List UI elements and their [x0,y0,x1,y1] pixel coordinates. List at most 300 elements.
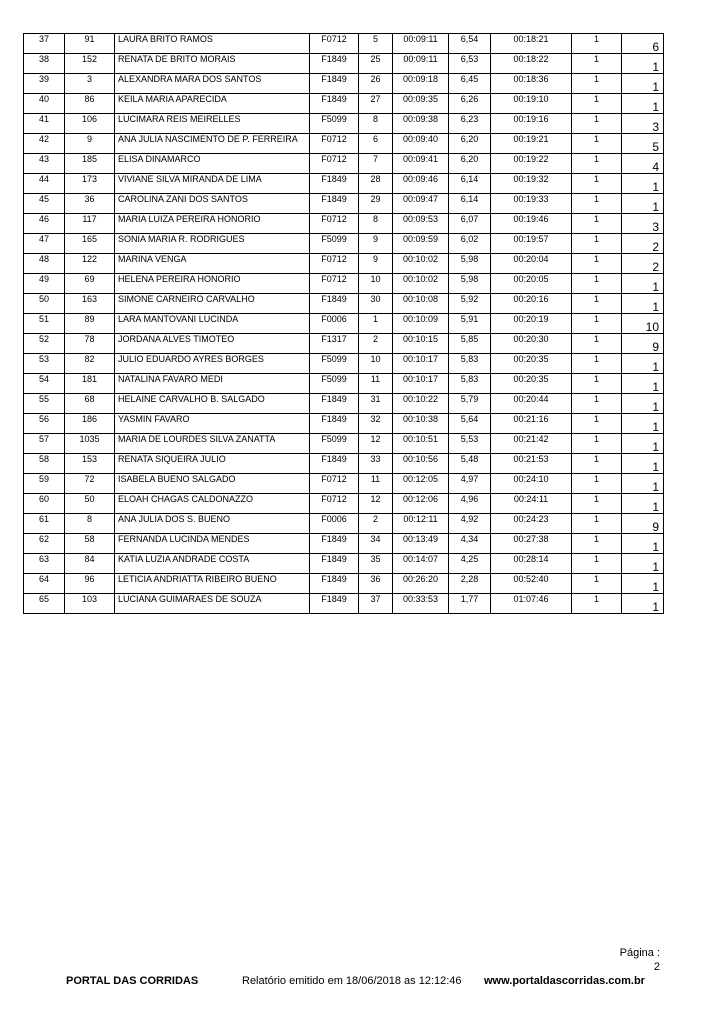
position-cell: 51 [24,314,65,334]
category-position-cell: 25 [359,54,393,74]
athlete-name-cell: HELAINE CARVALHO B. SALGADO [115,394,310,414]
footer-report-text: Relatório emitido em 18/06/2018 as 12:12:46 [242,975,462,987]
rank-cell: 1 [622,594,664,614]
laps-cell: 1 [572,294,622,314]
table-row [24,574,664,594]
pace-cell: 6,20 [449,134,491,154]
bib-cell: 173 [65,174,115,194]
bib-cell: 50 [65,494,115,514]
athlete-name-cell: RENATA SIQUEIRA JULIO [115,454,310,474]
total-time-cell: 00:21:53 [491,454,572,474]
table-row [24,194,664,214]
table-row [24,514,664,534]
athlete-name-cell: LAURA BRITO RAMOS [115,34,310,54]
category-position-cell: 8 [359,114,393,134]
split-time-cell: 00:26:20 [393,574,449,594]
position-cell: 55 [24,394,65,414]
table-row [24,74,664,94]
athlete-name-cell: ELOAH CHAGAS CALDONAZZO [115,494,310,514]
position-cell: 53 [24,354,65,374]
category-cell: F5099 [310,374,359,394]
category-position-cell: 11 [359,374,393,394]
athlete-name-cell: ISABELA BUENO SALGADO [115,474,310,494]
bib-cell: 69 [65,274,115,294]
bib-cell: 9 [65,134,115,154]
bib-cell: 96 [65,574,115,594]
total-time-cell: 00:18:36 [491,74,572,94]
total-time-cell: 00:21:16 [491,414,572,434]
pace-cell: 5,98 [449,274,491,294]
table-row [24,114,664,134]
rank-cell: 1 [622,434,664,454]
athlete-name-cell: FERNANDA LUCINDA MENDES [115,534,310,554]
category-cell: F0006 [310,314,359,334]
bib-cell: 72 [65,474,115,494]
bib-cell: 3 [65,74,115,94]
laps-cell: 1 [572,514,622,534]
pace-cell: 6,54 [449,34,491,54]
category-cell: F0712 [310,274,359,294]
category-position-cell: 10 [359,274,393,294]
category-cell: F5099 [310,354,359,374]
category-cell: F0712 [310,154,359,174]
laps-cell: 1 [572,254,622,274]
total-time-cell: 00:20:05 [491,274,572,294]
rank-cell: 1 [622,534,664,554]
athlete-name-cell: ALEXANDRA MARA DOS SANTOS [115,74,310,94]
category-cell: F1849 [310,54,359,74]
rank-cell: 5 [622,134,664,154]
athlete-name-cell: NATALINA FAVARO MEDI [115,374,310,394]
split-time-cell: 00:10:02 [393,254,449,274]
split-time-cell: 00:09:47 [393,194,449,214]
pace-cell: 6,20 [449,154,491,174]
position-cell: 64 [24,574,65,594]
split-time-cell: 00:09:59 [393,234,449,254]
laps-cell: 1 [572,534,622,554]
rank-cell: 1 [622,374,664,394]
athlete-name-cell: MARIA DE LOURDES SILVA ZANATTA [115,434,310,454]
rank-cell: 1 [622,174,664,194]
pace-cell: 5,91 [449,314,491,334]
laps-cell: 1 [572,494,622,514]
table-row [24,254,664,274]
table-row [24,394,664,414]
rank-cell: 1 [622,54,664,74]
pace-cell: 6,02 [449,234,491,254]
split-time-cell: 00:14:07 [393,554,449,574]
rank-cell: 1 [622,474,664,494]
category-position-cell: 2 [359,514,393,534]
bib-cell: 58 [65,534,115,554]
rank-cell: 4 [622,154,664,174]
category-cell: F5099 [310,114,359,134]
bib-cell: 86 [65,94,115,114]
table-row [24,334,664,354]
category-cell: F1849 [310,394,359,414]
total-time-cell: 00:19:33 [491,194,572,214]
athlete-name-cell: LETICIA ANDRIATTA RIBEIRO BUENO [115,574,310,594]
category-cell: F0712 [310,34,359,54]
rank-cell: 1 [622,94,664,114]
split-time-cell: 00:09:53 [393,214,449,234]
category-cell: F0712 [310,214,359,234]
footer-brand: PORTAL DAS CORRIDAS [66,975,199,987]
athlete-name-cell: ANA JULIA DOS S. BUENO [115,514,310,534]
table-row [24,594,664,614]
table-row [24,354,664,374]
laps-cell: 1 [572,434,622,454]
athlete-name-cell: KATIA LUZIA ANDRADE COSTA [115,554,310,574]
total-time-cell: 00:20:30 [491,334,572,354]
position-cell: 50 [24,294,65,314]
total-time-cell: 00:24:23 [491,514,572,534]
category-position-cell: 32 [359,414,393,434]
bib-cell: 78 [65,334,115,354]
pace-cell: 5,83 [449,354,491,374]
table-row [24,54,664,74]
table-row [24,94,664,114]
category-position-cell: 33 [359,454,393,474]
table-row [24,434,664,454]
category-cell: F1849 [310,574,359,594]
total-time-cell: 00:52:40 [491,574,572,594]
position-cell: 48 [24,254,65,274]
category-position-cell: 35 [359,554,393,574]
rank-cell: 1 [622,194,664,214]
table-row [24,474,664,494]
category-cell: F0712 [310,254,359,274]
category-cell: F5099 [310,434,359,454]
pace-cell: 6,45 [449,74,491,94]
pace-cell: 6,14 [449,194,491,214]
split-time-cell: 00:09:38 [393,114,449,134]
category-position-cell: 27 [359,94,393,114]
rank-cell: 1 [622,394,664,414]
rank-cell: 1 [622,294,664,314]
bib-cell: 1035 [65,434,115,454]
athlete-name-cell: LUCIMARA REIS MEIRELLES [115,114,310,134]
pace-cell: 6,07 [449,214,491,234]
category-cell: F1849 [310,414,359,434]
total-time-cell: 00:24:10 [491,474,572,494]
position-cell: 54 [24,374,65,394]
laps-cell: 1 [572,54,622,74]
position-cell: 52 [24,334,65,354]
bib-cell: 8 [65,514,115,534]
table-row [24,294,664,314]
split-time-cell: 00:09:18 [393,74,449,94]
split-time-cell: 00:33:53 [393,594,449,614]
position-cell: 49 [24,274,65,294]
table-row [24,214,664,234]
athlete-name-cell: LUCIANA GUIMARAES DE SOUZA [115,594,310,614]
laps-cell: 1 [572,374,622,394]
athlete-name-cell: VIVIANE SILVA MIRANDA DE LIMA [115,174,310,194]
bib-cell: 181 [65,374,115,394]
table-row [24,234,664,254]
total-time-cell: 00:27:38 [491,534,572,554]
athlete-name-cell: KEILA MARIA APARECIDA [115,94,310,114]
category-position-cell: 1 [359,314,393,334]
category-position-cell: 12 [359,434,393,454]
category-position-cell: 9 [359,254,393,274]
bib-cell: 91 [65,34,115,54]
total-time-cell: 00:24:11 [491,494,572,514]
bib-cell: 165 [65,234,115,254]
split-time-cell: 00:09:46 [393,174,449,194]
category-cell: F1849 [310,94,359,114]
position-cell: 47 [24,234,65,254]
pace-cell: 5,83 [449,374,491,394]
rank-cell: 2 [622,254,664,274]
rank-cell: 9 [622,334,664,354]
table-row [24,554,664,574]
split-time-cell: 00:10:56 [393,454,449,474]
pace-cell: 6,14 [449,174,491,194]
category-cell: F1849 [310,294,359,314]
rank-cell: 3 [622,114,664,134]
table-row [24,454,664,474]
position-cell: 60 [24,494,65,514]
laps-cell: 1 [572,114,622,134]
athlete-name-cell: ANA JULIA NASCIMENTO DE P. FERREIRA [115,134,310,154]
split-time-cell: 00:10:22 [393,394,449,414]
laps-cell: 1 [572,354,622,374]
category-cell: F0712 [310,474,359,494]
category-cell: F1849 [310,594,359,614]
category-position-cell: 34 [359,534,393,554]
laps-cell: 1 [572,594,622,614]
category-cell: F0712 [310,494,359,514]
rank-cell: 1 [622,454,664,474]
split-time-cell: 00:10:02 [393,274,449,294]
position-cell: 63 [24,554,65,574]
pace-cell: 5,98 [449,254,491,274]
total-time-cell: 00:19:46 [491,214,572,234]
athlete-name-cell: MARINA VENGA [115,254,310,274]
split-time-cell: 00:12:05 [393,474,449,494]
category-cell: F5099 [310,234,359,254]
athlete-name-cell: YASMIN FAVARO [115,414,310,434]
results-table-body [24,34,664,614]
split-time-cell: 00:13:49 [393,534,449,554]
bib-cell: 106 [65,114,115,134]
total-time-cell: 00:20:16 [491,294,572,314]
pace-cell: 5,79 [449,394,491,414]
split-time-cell: 00:09:40 [393,134,449,154]
athlete-name-cell: CAROLINA ZANI DOS SANTOS [115,194,310,214]
position-cell: 61 [24,514,65,534]
table-row [24,274,664,294]
bib-cell: 152 [65,54,115,74]
pace-cell: 4,34 [449,534,491,554]
laps-cell: 1 [572,474,622,494]
bib-cell: 82 [65,354,115,374]
athlete-name-cell: MARIA LUIZA PEREIRA HONORIO [115,214,310,234]
total-time-cell: 00:19:57 [491,234,572,254]
rank-cell: 6 [622,34,664,54]
athlete-name-cell: ELISA DINAMARCO [115,154,310,174]
category-cell: F1849 [310,74,359,94]
laps-cell: 1 [572,234,622,254]
athlete-name-cell: HELENA PEREIRA HONORIO [115,274,310,294]
category-position-cell: 9 [359,234,393,254]
total-time-cell: 00:20:35 [491,354,572,374]
total-time-cell: 00:20:04 [491,254,572,274]
position-cell: 58 [24,454,65,474]
category-position-cell: 36 [359,574,393,594]
category-position-cell: 5 [359,34,393,54]
position-cell: 46 [24,214,65,234]
pace-cell: 6,26 [449,94,491,114]
position-cell: 56 [24,414,65,434]
table-row [24,134,664,154]
bib-cell: 84 [65,554,115,574]
category-position-cell: 8 [359,214,393,234]
position-cell: 42 [24,134,65,154]
pace-cell: 5,92 [449,294,491,314]
page-number: 2 [653,961,660,973]
bib-cell: 103 [65,594,115,614]
category-position-cell: 10 [359,354,393,374]
category-position-cell: 30 [359,294,393,314]
rank-cell: 1 [622,354,664,374]
table-row [24,414,664,434]
category-position-cell: 26 [359,74,393,94]
rank-cell: 1 [622,574,664,594]
total-time-cell: 00:18:21 [491,34,572,54]
total-time-cell: 00:20:19 [491,314,572,334]
laps-cell: 1 [572,394,622,414]
category-cell: F1849 [310,174,359,194]
bib-cell: 186 [65,414,115,434]
athlete-name-cell: SONIA MARIA R. RODRIGUES [115,234,310,254]
category-cell: F1849 [310,534,359,554]
laps-cell: 1 [572,34,622,54]
category-position-cell: 31 [359,394,393,414]
table-row [24,154,664,174]
position-cell: 65 [24,594,65,614]
pace-cell: 4,97 [449,474,491,494]
position-cell: 43 [24,154,65,174]
laps-cell: 1 [572,214,622,234]
bib-cell: 122 [65,254,115,274]
category-position-cell: 12 [359,494,393,514]
table-row [24,174,664,194]
laps-cell: 1 [572,334,622,354]
split-time-cell: 00:09:35 [393,94,449,114]
laps-cell: 1 [572,134,622,154]
rank-cell: 1 [622,74,664,94]
category-cell: F1849 [310,194,359,214]
laps-cell: 1 [572,94,622,114]
laps-cell: 1 [572,314,622,334]
position-cell: 62 [24,534,65,554]
total-time-cell: 00:20:44 [491,394,572,414]
laps-cell: 1 [572,414,622,434]
split-time-cell: 00:09:11 [393,34,449,54]
total-time-cell: 00:19:21 [491,134,572,154]
athlete-name-cell: RENATA DE BRITO MORAIS [115,54,310,74]
pace-cell: 5,64 [449,414,491,434]
laps-cell: 1 [572,154,622,174]
pace-cell: 5,53 [449,434,491,454]
total-time-cell: 00:20:35 [491,374,572,394]
split-time-cell: 00:10:09 [393,314,449,334]
bib-cell: 36 [65,194,115,214]
category-position-cell: 28 [359,174,393,194]
bib-cell: 89 [65,314,115,334]
bib-cell: 153 [65,454,115,474]
pace-cell: 4,25 [449,554,491,574]
table-row [24,314,664,334]
position-cell: 59 [24,474,65,494]
pace-cell: 5,85 [449,334,491,354]
rank-cell: 1 [622,554,664,574]
position-cell: 41 [24,114,65,134]
table-row [24,34,664,54]
athlete-name-cell: SIMONE CARNEIRO CARVALHO [115,294,310,314]
laps-cell: 1 [572,454,622,474]
pace-cell: 6,23 [449,114,491,134]
category-cell: F0712 [310,134,359,154]
position-cell: 40 [24,94,65,114]
split-time-cell: 00:12:11 [393,514,449,534]
results-table [23,33,664,614]
category-cell: F1849 [310,554,359,574]
total-time-cell: 01:07:46 [491,594,572,614]
split-time-cell: 00:10:08 [393,294,449,314]
footer-site: www.portaldascorridas.com.br [484,975,645,987]
position-cell: 45 [24,194,65,214]
laps-cell: 1 [572,174,622,194]
bib-cell: 117 [65,214,115,234]
position-cell: 37 [24,34,65,54]
athlete-name-cell: JULIO EDUARDO AYRES BORGES [115,354,310,374]
pace-cell: 2,28 [449,574,491,594]
rank-cell: 10 [622,314,664,334]
total-time-cell: 00:19:10 [491,94,572,114]
split-time-cell: 00:10:38 [393,414,449,434]
total-time-cell: 00:28:14 [491,554,572,574]
bib-cell: 68 [65,394,115,414]
split-time-cell: 00:09:11 [393,54,449,74]
split-time-cell: 00:12:06 [393,494,449,514]
position-cell: 57 [24,434,65,454]
category-cell: F1849 [310,454,359,474]
category-position-cell: 29 [359,194,393,214]
rank-cell: 9 [622,514,664,534]
pace-cell: 5,48 [449,454,491,474]
bib-cell: 163 [65,294,115,314]
pace-cell: 6,53 [449,54,491,74]
rank-cell: 2 [622,234,664,254]
table-row [24,534,664,554]
table-row [24,494,664,514]
split-time-cell: 00:10:51 [393,434,449,454]
laps-cell: 1 [572,74,622,94]
total-time-cell: 00:19:16 [491,114,572,134]
split-time-cell: 00:09:41 [393,154,449,174]
split-time-cell: 00:10:17 [393,374,449,394]
laps-cell: 1 [572,194,622,214]
category-position-cell: 6 [359,134,393,154]
pace-cell: 1,77 [449,594,491,614]
category-position-cell: 11 [359,474,393,494]
rank-cell: 1 [622,494,664,514]
split-time-cell: 00:10:15 [393,334,449,354]
